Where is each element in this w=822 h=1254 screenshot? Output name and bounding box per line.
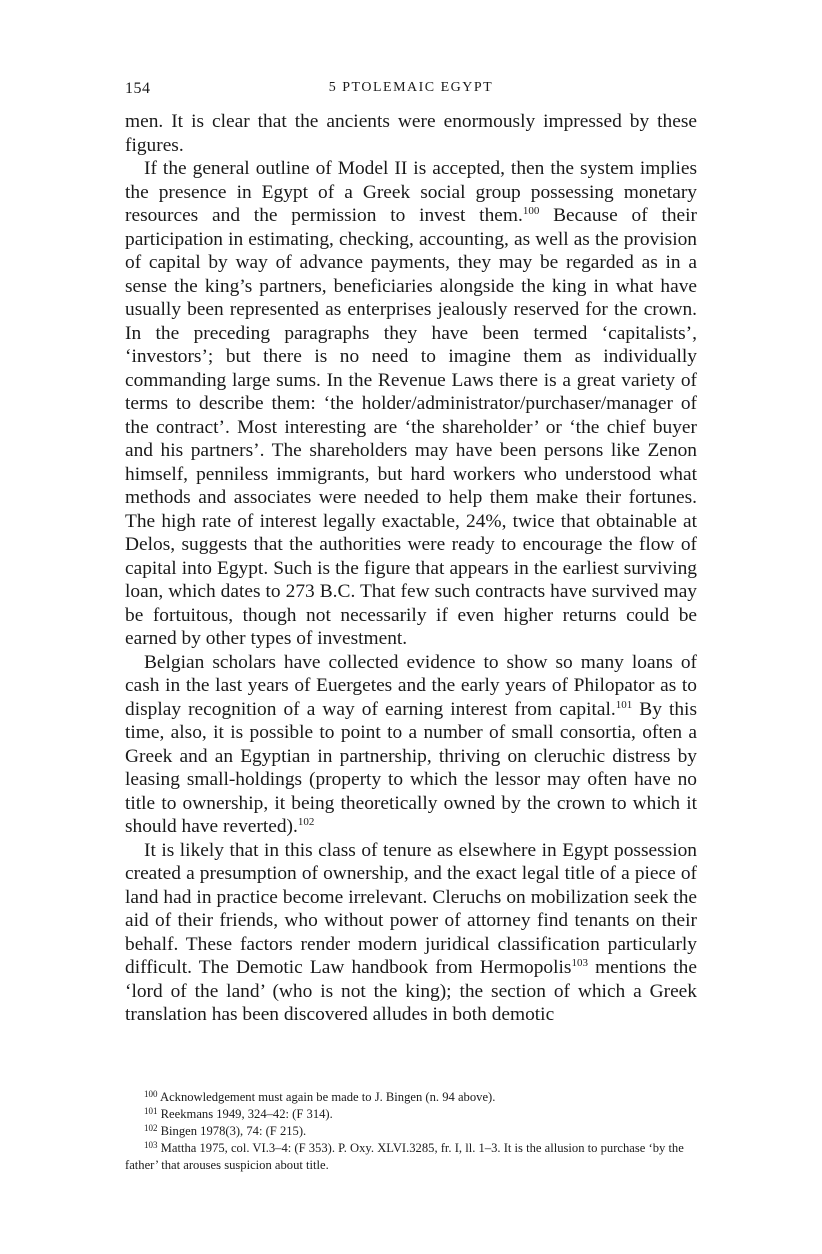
paragraph-text: Belgian scholars have collected evidence to show so many loans of cash in the last years of Euergetes and the early years of Philopator as to display recognition of a way of earning interest from capital.	[125, 651, 697, 720]
footnote-number: 101	[144, 1106, 158, 1116]
footnote-ref-103[interactable]: 103	[571, 957, 588, 969]
footnote-text: Bingen 1978(3), 74: (F 215).	[160, 1124, 307, 1138]
footnote-number: 103	[144, 1140, 158, 1150]
paragraph-text: Because of their participation in estimating, checking, accounting, as well as the provision of capital by way of advance payments, they may be regarded as in a sense the king’s partners, beneficiaries alongside the king in what have usually been represented as enterprises jealously reserved for the crown. In the preceding paragraphs they have been termed ‘capitalists’, ‘investors’; but there is no need to imagine them as individually commanding large sums. In the Revenue Laws there is a great variety of terms to describe them: ‘the holder/administrator/purchaser/manager of the contract’. Most interesting are ‘the shareholder’ or ‘the chief buyer and his partners’. The shareholders may have been persons like Zenon himself, penniless immigrants, but hard workers who understood what methods and associates were needed to help them make their fortunes. The high rate of interest legally exactable, 24%, twice that obtainable at Delos, suggests that the authorities were ready to encourage the flow of capital into Egypt. Such is the figure that appears in the earliest surviving loan, which dates to 273 B.C. That few such contracts have survived may be fortuitous, though not necessarily if even higher returns could be earned by other types of investment.	[125, 205, 697, 649]
footnote-101	[125, 1106, 697, 1123]
paragraph-continuation	[125, 110, 697, 157]
footnote-text: Acknowledgement must again be made to J. Bingen (n. 94 above).	[159, 1090, 496, 1104]
paragraph-text: mentions the ‘lord of the land’ (who is not the king); the section of which a Greek translation has been discovered alludes in both demotic	[125, 957, 697, 1025]
footnote-number: 100	[144, 1089, 158, 1099]
footnote-100	[125, 1089, 697, 1106]
footnote-ref-101[interactable]: 101	[615, 698, 633, 711]
footnote-text: Mattha 1975, col. VI.3–4: (F 353). P. Oxy. XLVI.3285, fr. I, ll. 1–3. It is the allusion to purchase ‘by the father’ that arouses suspicion about title.	[125, 1141, 684, 1172]
chapter-title: 5 PTOLEMAIC EGYPT	[328, 80, 494, 95]
paragraph-text: It is likely that in this class of tenure as elsewhere in Egypt possession created a presumption of ownership, and the exact legal title of a piece of land had in practice become irrelevant. Cleruchs on mobilization seek the aid of their friends, who without power of attorney find tenants on their behalf. These factors render modern juridical classification particularly difficult. The Demotic Law handbook from Hermopolis	[125, 839, 697, 978]
paragraph-belgian-scholars	[125, 651, 697, 839]
footnote-ref-100[interactable]: 100	[522, 205, 540, 217]
page-number: 154	[125, 80, 151, 97]
running-head	[125, 80, 697, 102]
footnote-ref-102[interactable]: 102	[297, 816, 315, 828]
footnote-number: 102	[144, 1123, 158, 1133]
footnote-103	[125, 1140, 697, 1174]
footnotes	[125, 1089, 697, 1174]
paragraph-text: men. It is clear that the ancients were enormously impressed by these figures.	[125, 111, 697, 156]
footnote-text: Reekmans 1949, 324–42: (F 314).	[160, 1107, 333, 1121]
footnote-102	[125, 1123, 697, 1140]
body-text	[125, 110, 697, 1027]
paragraph-model-two	[125, 157, 697, 651]
paragraph-tenure	[125, 839, 697, 1027]
paragraph-text: By this time, also, it is possible to point to a number of small consortia, often a Greek and an Egyptian in partnership, thriving on cleruchic distress by leasing small-holdings (property to which the lessor may often have no title to ownership, it being theoretically owned by the crown to which it should have reverted).	[125, 698, 697, 837]
paragraph-text: If the general outline of Model II is accepted, then the system implies the presence in Egypt of a Greek social group possessing monetary resources and the permission to invest them.	[125, 158, 697, 226]
